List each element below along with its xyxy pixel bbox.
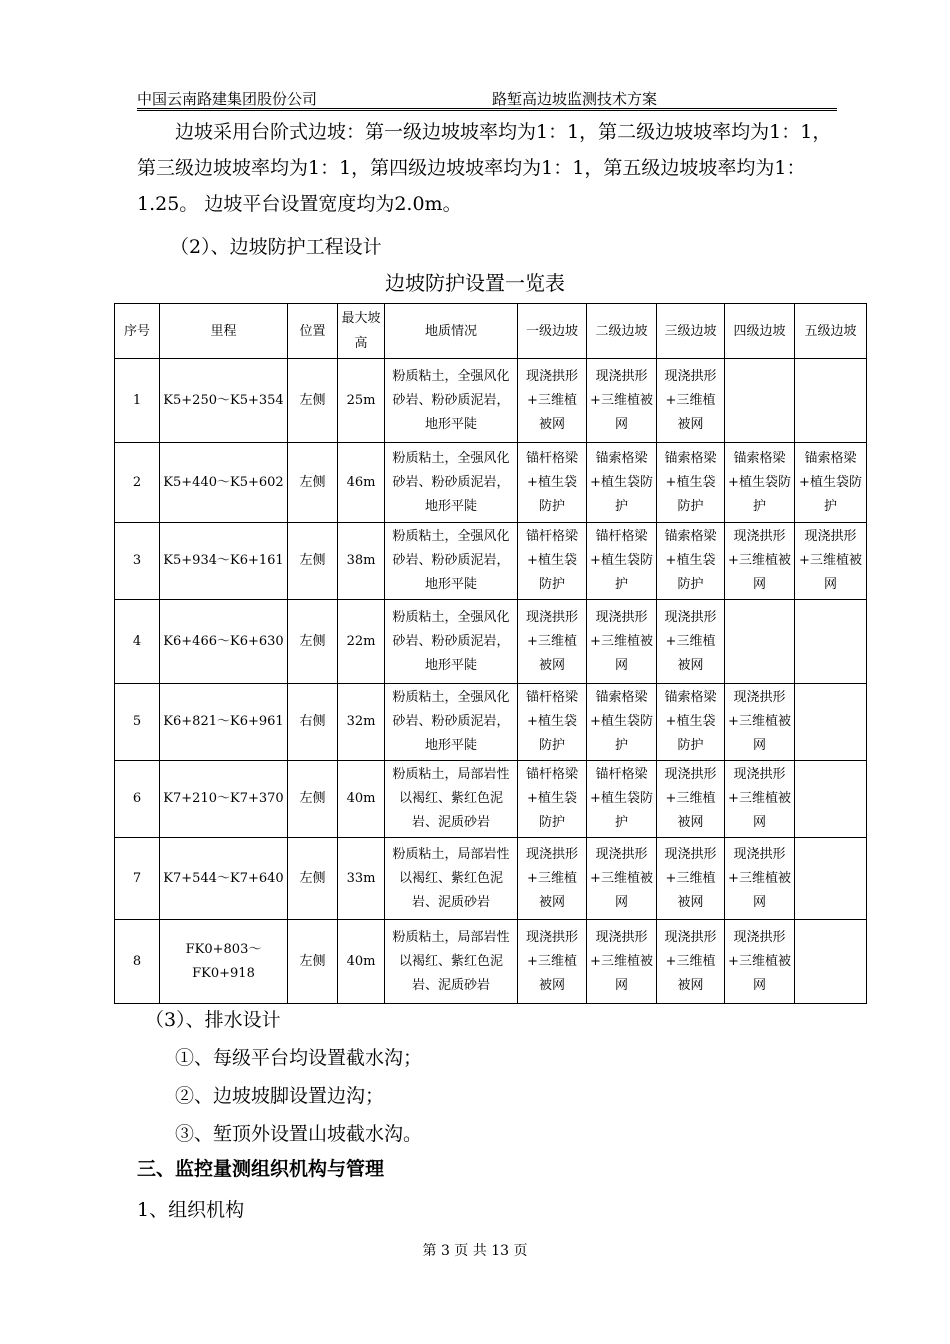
table-row [115,761,867,838]
table-cell: 锚索格梁+植生袋防护 [795,443,867,523]
table-cell: 粉质粘土，全强风化砂岩、粉砂质泥岩，地形平陡 [385,600,518,684]
table-cell: 左侧 [288,359,338,443]
table-row [115,838,867,920]
table-cell: 锚索格梁+植生袋防护 [587,443,657,523]
slope-protection-table [114,303,867,1004]
table-cell: K5+250～K5+354 [160,359,288,443]
table-cell: K5+440～K5+602 [160,443,288,523]
table-cell: 2 [115,443,160,523]
table-cell: 25m [338,359,385,443]
table-cell: 32m [338,684,385,761]
table-cell: 33m [338,838,385,920]
table-cell: 现浇拱形+三维植被网 [725,761,795,838]
table-cell: 锚杆格梁+植生袋防护 [518,684,587,761]
section2-title: （2）、边坡防护工程设计 [170,236,382,258]
table-header-row [115,304,867,359]
table-cell: 现浇拱形+三维植被网 [518,920,587,1004]
column-header: 二级边坡 [587,304,657,359]
table-cell: 7 [115,838,160,920]
table-cell: 左侧 [288,838,338,920]
section3-title: （3）、排水设计 [145,1009,281,1031]
table-row [115,600,867,684]
drain-item: ③、堑顶外设置山坡截水沟。 [175,1123,423,1145]
table-cell: 1 [115,359,160,443]
table-cell: 锚杆格梁+植生袋防护 [587,523,657,600]
table-cell: 粉质粘土，局部岩性以褐红、紫红色泥岩、泥质砂岩 [385,761,518,838]
drain-item: ①、每级平台均设置截水沟； [175,1047,423,1069]
table-cell: K5+934～K6+161 [160,523,288,600]
table-cell: 锚索格梁+植生袋防护 [657,684,725,761]
table-title: 边坡防护设置一览表 [385,271,565,295]
table-cell [795,359,867,443]
table-row [115,684,867,761]
table-cell: 现浇拱形+三维植被网 [587,838,657,920]
column-header: 一级边坡 [518,304,587,359]
table-cell: 粉质粘土，全强风化砂岩、粉砂质泥岩，地形平陡 [385,359,518,443]
table-cell: 现浇拱形+三维植被网 [518,600,587,684]
table-cell: 锚索格梁+植生袋防护 [725,443,795,523]
intro-paragraph: 边坡采用台阶式边坡：第一级边坡坡率均为1：1，第二级边坡坡率均为1：1，第三级边坡坡率均为1：1，第四级边坡坡率均为1：1，第五级边坡坡率均为1：1.25。 边坡平台设置宽度均为2.0m。 [137,121,832,215]
subheading: 1、组织机构 [137,1199,245,1221]
table-cell: 40m [338,761,385,838]
table-cell: 左侧 [288,523,338,600]
table-cell: 现浇拱形+三维植被网 [725,838,795,920]
table-cell: 40m [338,920,385,1004]
table-cell: 38m [338,523,385,600]
table-cell [725,600,795,684]
table-cell: 现浇拱形+三维植被网 [518,838,587,920]
table-row [115,443,867,523]
table-cell: 4 [115,600,160,684]
table-cell: K6+821～K6+961 [160,684,288,761]
table-cell: 右侧 [288,684,338,761]
table-cell: 锚杆格梁+植生袋防护 [587,761,657,838]
table-cell: 锚索格梁+植生袋防护 [657,523,725,600]
table-cell: K7+544～K7+640 [160,838,288,920]
table-cell: 8 [115,920,160,1004]
table-cell: 22m [338,600,385,684]
table-cell: 6 [115,761,160,838]
column-header: 五级边坡 [795,304,867,359]
table-cell: 现浇拱形+三维植被网 [657,920,725,1004]
table-cell [795,920,867,1004]
table-cell: 左侧 [288,600,338,684]
table-cell: 锚杆格梁+植生袋防护 [518,523,587,600]
table-cell: 现浇拱形+三维植被网 [587,359,657,443]
table-cell: 5 [115,684,160,761]
column-header: 位置 [288,304,338,359]
table-cell: 现浇拱形+三维植被网 [725,523,795,600]
table-cell [795,684,867,761]
table-cell: 现浇拱形+三维植被网 [518,359,587,443]
page-header [137,86,837,110]
table-cell: 现浇拱形+三维植被网 [587,600,657,684]
table-cell: 粉质粘土，全强风化砂岩、粉砂质泥岩，地形平陡 [385,523,518,600]
table-cell: K6+466～K6+630 [160,600,288,684]
table-cell: 46m [338,443,385,523]
table-cell: 左侧 [288,443,338,523]
table-cell: 现浇拱形+三维植被网 [657,761,725,838]
header-rule [137,108,837,111]
column-header: 里程 [160,304,288,359]
table-cell: 粉质粘土，局部岩性以褐红、紫红色泥岩、泥质砂岩 [385,920,518,1004]
table-cell: K7+210～K7+370 [160,761,288,838]
section-heading: 三、监控量测组织机构与管理 [137,1158,385,1180]
table-cell: 3 [115,523,160,600]
column-header: 最大坡高 [338,304,385,359]
column-header: 四级边坡 [725,304,795,359]
table-cell: 锚杆格梁+植生袋防护 [518,443,587,523]
table-row [115,523,867,600]
table-cell [725,359,795,443]
drain-item: ②、边坡坡脚设置边沟； [175,1085,385,1107]
table-cell [795,838,867,920]
table-cell: 现浇拱形+三维植被网 [725,920,795,1004]
table-cell: FK0+803～FK0+918 [160,920,288,1004]
table-row [115,359,867,443]
column-header: 序号 [115,304,160,359]
table-cell: 左侧 [288,920,338,1004]
table-cell: 左侧 [288,761,338,838]
column-header: 三级边坡 [657,304,725,359]
header-company: 中国云南路建集团股份公司 [137,90,318,108]
table-cell: 现浇拱形+三维植被网 [795,523,867,600]
table-cell: 现浇拱形+三维植被网 [587,920,657,1004]
table-cell: 现浇拱形+三维植被网 [657,838,725,920]
table-cell: 粉质粘土，全强风化砂岩、粉砂质泥岩，地形平陡 [385,443,518,523]
table-cell: 锚杆格梁+植生袋防护 [518,761,587,838]
table-cell: 现浇拱形+三维植被网 [725,684,795,761]
page-footer: 第 3 页 共 13 页 [422,1243,528,1259]
table-cell: 现浇拱形+三维植被网 [657,600,725,684]
table-cell [795,761,867,838]
table-cell: 粉质粘土，局部岩性以褐红、紫红色泥岩、泥质砂岩 [385,838,518,920]
table-row [115,920,867,1004]
table-body [115,359,867,1004]
header-doc-title: 路堑高边坡监测技术方案 [492,90,658,108]
table-cell: 锚索格梁+植生袋防护 [657,443,725,523]
table-cell: 现浇拱形+三维植被网 [657,359,725,443]
table-cell: 锚索格梁+植生袋防护 [587,684,657,761]
table-cell: 粉质粘土，全强风化砂岩、粉砂质泥岩，地形平陡 [385,684,518,761]
column-header: 地质情况 [385,304,518,359]
table-cell [795,600,867,684]
